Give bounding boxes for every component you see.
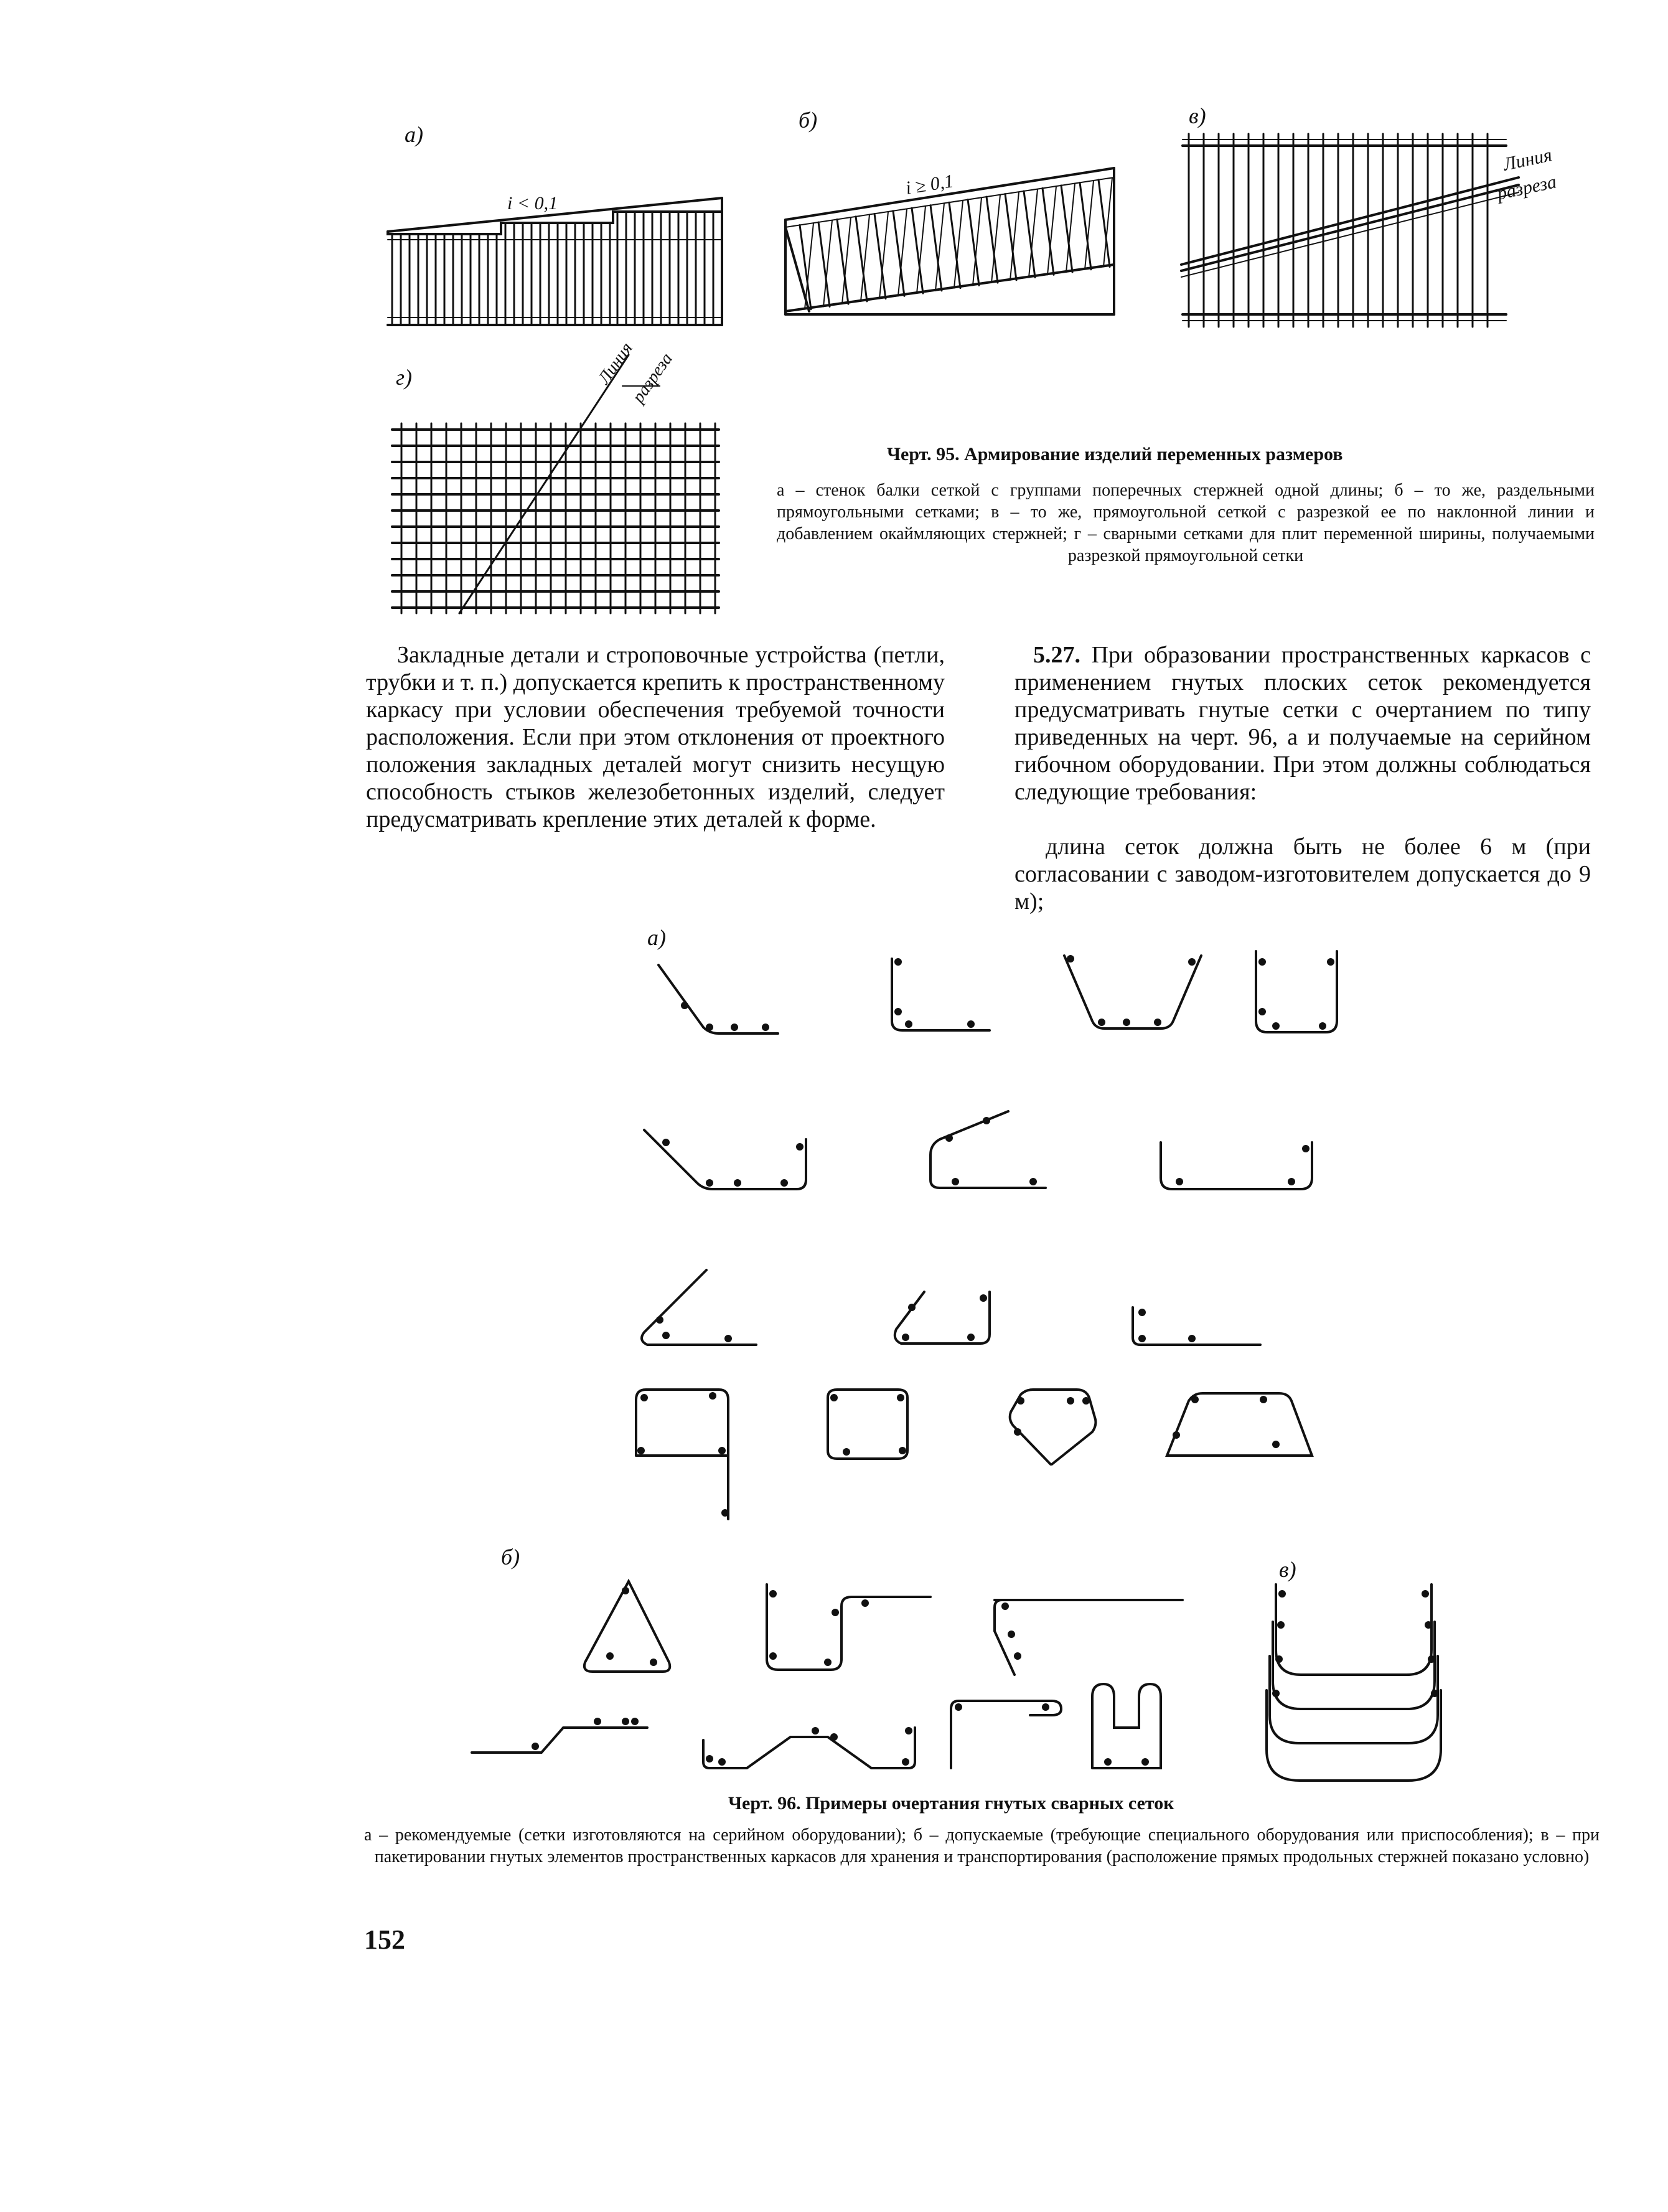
fig95-caption-title: Черт. 95. Армирование изделий переменных размеров — [887, 444, 1343, 464]
fig95-v-drawing — [1181, 134, 1519, 327]
rebar-dot — [1008, 1631, 1015, 1638]
rebar-dot — [1014, 1428, 1021, 1436]
rebar-dot — [908, 1304, 916, 1311]
rebar-dot — [1260, 1396, 1267, 1403]
rebar-dot — [902, 1334, 909, 1341]
rebar-dot — [830, 1733, 838, 1741]
rebar-dot — [861, 1599, 869, 1607]
rebar-dot — [1277, 1621, 1285, 1629]
rebar-dot — [894, 1008, 902, 1015]
rebar-dot — [734, 1179, 741, 1187]
rebar-dot — [894, 958, 902, 966]
rebar-dot — [762, 1024, 769, 1031]
rebar-dot — [769, 1652, 777, 1660]
right-paragraph-1-text: При образовании пространственных каркасов с применением гнутых плоских сеток рекомендуется предусматривать гнутые сетки с очертанием по типу приведенных на черт. 96, а и получаемые на серийном гибочном оборудовании. При этом должны соблюдаться следующие требования: — [1014, 642, 1591, 805]
rebar-dot — [1327, 958, 1334, 966]
rebar-dot — [1431, 1690, 1438, 1697]
rebar-dot — [952, 1178, 959, 1185]
rebar-dot — [1138, 1335, 1146, 1342]
rebar-dot — [1042, 1703, 1049, 1711]
rebar-dot — [1067, 955, 1074, 962]
rebar-dot — [967, 1334, 975, 1341]
rebar-dot — [897, 1394, 904, 1401]
rebar-dot — [622, 1587, 629, 1594]
rebar-dot — [662, 1139, 670, 1146]
rebar-dot — [1176, 1178, 1183, 1185]
rebar-dot — [1067, 1397, 1074, 1405]
fig95-label-b: б) — [799, 108, 818, 133]
rebar-dot — [1138, 1309, 1146, 1316]
rebar-dot — [1428, 1655, 1435, 1663]
rebar-dot — [1272, 1441, 1280, 1448]
fig95-label-v: в) — [1189, 103, 1206, 128]
fig96-caption-text: а – рекомендуемые (сетки изготовляются на серийном оборудовании); б – допускаемые (требующие специального оборудования или приспособления); в – при пакетировании гнутых элементов пространственных каркасов для хранения и транспортирования (расположение прямых продольных стержней показано условно) — [364, 1825, 1600, 1866]
fig95-v-cut-line-2: разреза — [1495, 171, 1558, 204]
rebar-dot — [980, 1294, 987, 1302]
rebar-dot — [905, 1020, 912, 1028]
fig95-slope-b: i ≥ 0,1 — [904, 171, 955, 199]
rebar-dot — [1275, 1655, 1283, 1663]
rebar-dot — [706, 1179, 713, 1187]
rebar-dot — [899, 1447, 906, 1454]
rebar-dot — [1188, 1335, 1196, 1342]
fig96-caption-title: Черт. 96. Примеры очертания гнутых сварных сеток — [728, 1793, 1174, 1814]
rebar-dot — [1258, 958, 1266, 966]
rebar-dot — [1319, 1022, 1326, 1030]
rebar-dot — [1014, 1652, 1021, 1660]
rebar-dot — [640, 1394, 648, 1401]
rebar-dot — [532, 1743, 539, 1750]
rebar-dot — [706, 1755, 713, 1763]
fig96-rebar-dots — [532, 955, 1438, 1766]
rebar-dot — [1272, 1690, 1280, 1697]
clause-number: 5.27. — [1033, 642, 1080, 668]
rebar-dot — [1173, 1431, 1180, 1439]
rebar-dot — [622, 1718, 629, 1725]
rebar-dot — [681, 1002, 688, 1009]
right-paragraph-2: длина сеток должна быть не более 6 м (при согласовании с заводом-изготовителем допускается до 9 м); — [1014, 834, 1591, 915]
rebar-dot — [812, 1727, 819, 1734]
fig95-caption-text: а – стенок балки сеткой с группами поперечных стержней одной длины; б – то же, раздельными прямоугольными сетками; в – то же, прямоугольной сеткой с разрезкой ее по наклонной линии и добавлением окаймляющих стержней; г – сварными сетками для плит переменной ширины, получаемыми разрезкой прямоугольной сетки — [777, 481, 1595, 565]
fig95-g-drawing — [392, 355, 719, 613]
rebar-dot — [905, 1727, 912, 1734]
rebar-dot — [955, 1703, 962, 1711]
rebar-dot — [709, 1392, 716, 1400]
rebar-dot — [1154, 1019, 1161, 1026]
rebar-dot — [637, 1447, 645, 1454]
rebar-dot — [796, 1143, 804, 1151]
fig96-a-shapes — [636, 951, 1337, 1519]
fig95-label-a: а) — [405, 122, 423, 147]
rebar-dot — [606, 1652, 614, 1660]
rebar-dot — [1104, 1758, 1112, 1766]
rebar-dot — [945, 1134, 953, 1142]
rebar-dot — [843, 1448, 850, 1456]
rebar-dot — [718, 1758, 726, 1766]
fig95-g-cut-line-1: Линия — [594, 339, 637, 388]
rebar-dot — [902, 1758, 909, 1766]
fig96-label-b: б) — [501, 1545, 520, 1570]
left-paragraph: Закладные детали и строповочные устройства (петли, трубки и т. п.) допускается крепить к пространственному каркасу при условии обеспечения требуемой точности расположения. Если при этом отклонения от проектного положения закладных деталей могут снизить несущую способность стыков железобетонных изделий, следует предусматривать крепление этих деталей к форме. — [366, 642, 945, 832]
rebar-dot — [967, 1020, 975, 1028]
rebar-dot — [721, 1509, 729, 1517]
fig96-v-shapes — [1267, 1584, 1441, 1781]
rebar-dot — [1141, 1758, 1149, 1766]
rebar-dot — [983, 1117, 990, 1124]
rebar-dot — [650, 1659, 657, 1666]
rebar-dot — [1302, 1145, 1310, 1152]
rebar-dot — [1425, 1621, 1432, 1629]
rebar-dot — [1017, 1397, 1024, 1405]
rebar-dot — [1288, 1178, 1295, 1185]
rebar-dot — [780, 1179, 788, 1187]
rebar-dot — [1001, 1603, 1009, 1610]
rebar-dot — [631, 1718, 639, 1725]
rebar-dot — [731, 1024, 738, 1031]
rebar-dot — [662, 1332, 670, 1339]
rebar-dot — [1029, 1178, 1037, 1185]
rebar-dot — [832, 1609, 839, 1616]
rebar-dot — [706, 1024, 713, 1031]
fig95-slope-a: i < 0,1 — [507, 193, 558, 214]
right-paragraph-1 — [1014, 641, 1591, 806]
rebar-dot — [824, 1659, 832, 1666]
rebar-dot — [1422, 1590, 1429, 1598]
rebar-dot — [1123, 1019, 1130, 1026]
rebar-dot — [1278, 1590, 1286, 1598]
rebar-dot — [769, 1590, 777, 1598]
rebar-dot — [656, 1316, 663, 1324]
fig95-a-drawing — [388, 198, 722, 325]
fig95-v-cut-line-1: Линия — [1501, 144, 1554, 175]
fig96-label-v: в) — [1279, 1557, 1296, 1582]
rebar-dot — [1258, 1008, 1266, 1015]
page-number: 152 — [364, 1924, 405, 1955]
fig96-label-a: а) — [647, 925, 666, 950]
rebar-dot — [1191, 1396, 1199, 1403]
rebar-dot — [1098, 1019, 1105, 1026]
rebar-dot — [1272, 1022, 1280, 1030]
rebar-dot — [830, 1394, 838, 1401]
fig95-g-cut-line-2: разреза — [629, 349, 677, 407]
rebar-dot — [1082, 1397, 1090, 1405]
rebar-dot — [724, 1335, 732, 1342]
rebar-dot — [594, 1718, 601, 1725]
rebar-dot — [1188, 958, 1196, 966]
rebar-dot — [718, 1447, 726, 1454]
fig95-label-g: г) — [396, 365, 413, 390]
fig96-b-shapes — [472, 1581, 1183, 1768]
